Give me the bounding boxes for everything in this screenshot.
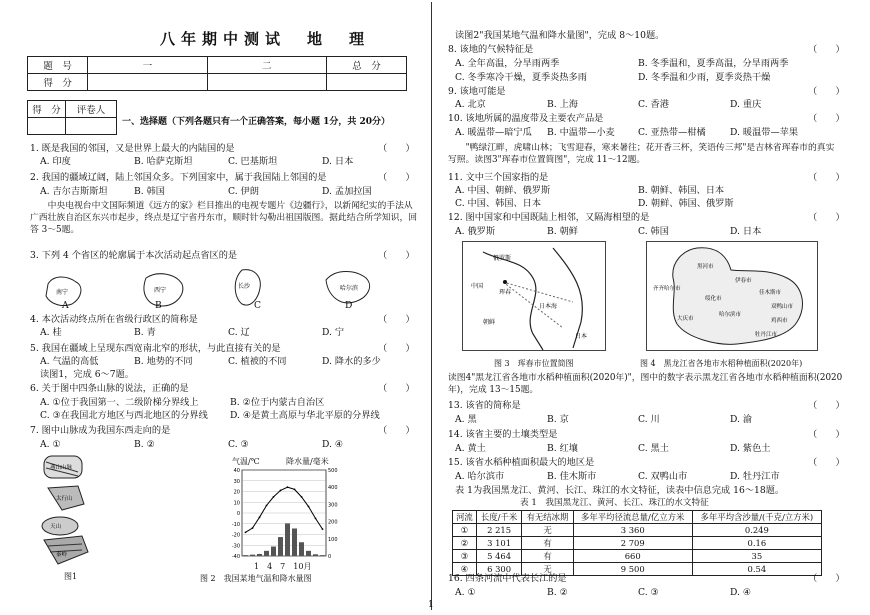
q12-option-c[interactable]: C. 韩国 [638,226,669,237]
chart-y1-tick: -10 [231,521,240,528]
table-cell: 无 [522,563,573,576]
table-cell: ③ [453,550,477,563]
chart-precip-bar [299,542,304,556]
q6-option-d[interactable]: D. ④是黄土高原与华北平原的分界线 [230,410,380,421]
q16-option-c[interactable]: C. ③ [638,587,659,598]
column-divider [431,2,432,610]
q13-option-c[interactable]: C. 川 [638,414,660,425]
score-table-zongfen: 总 分 [326,57,406,74]
passage-13-15: 读图4"黑龙江省各地市水稻种植面积(2020年)"，图中的数字表示黑龙江省各地市水稻种植面积(2020年)，完成 13～15题。 [448,373,843,395]
q3-map-label-b: 西宁 [154,287,167,294]
map3-label-japan: 日本 [575,333,588,340]
q1-stem: 1. 既是我国的邻国，又是世界上最大的内陆国的是 [30,143,235,154]
grader-table [27,100,117,135]
q1-option-b[interactable]: B. 哈萨克斯坦 [134,156,193,167]
mountain-label-2: 太行山 [56,496,73,502]
table-cell: 0.249 [692,524,821,537]
q15-option-a[interactable]: A. 哈尔滨市 [455,471,505,482]
q8-option-d[interactable]: D. 冬季温和少雨，夏季炎热干燥 [638,72,771,83]
q13-answer-paren[interactable]: （ ） [808,400,845,411]
page-number: 1 [428,600,434,610]
q14-option-a[interactable]: A. 黄土 [455,443,486,454]
intro-6-7: 读图1，完成 6～7题。 [40,369,134,380]
table-cell: 2 709 [573,537,692,550]
q16-option-b[interactable]: B. ② [547,587,568,598]
chart-y2-tick: 100 [328,536,338,543]
q7-stem: 7. 图中山脉成为我国东西走向的是 [30,425,171,436]
q7-option-d[interactable]: D. ④ [322,439,344,450]
q5-stem: 5. 我国在疆域上呈现东西宽南北窄的形状，与此直接有关的是 [30,343,281,354]
mountain-label-4: 秦岭 [56,552,68,558]
figure-1-mountains [38,452,118,576]
q1-option-a[interactable]: A. 印度 [40,156,71,167]
q15-answer-paren[interactable]: （ ） [808,457,845,468]
q2-option-b[interactable]: B. 韩国 [134,186,165,197]
chart-precip-bar [285,523,290,556]
q10-option-c[interactable]: C. 亚热带—柑橘 [638,127,706,138]
chart-temp-line [246,487,323,532]
passage-11-12: "鸭绿江畔，虎啸山林；飞雪迎春，寒来暑往；花开香三杯，笑语传三邦"是吉林省珲春市的真实写照。读图3"珲春市位置简图"，完成 11～12题。 [448,143,835,165]
figure-2-caption: 图 2 我国某地气温和降水量图 [200,574,312,583]
q3-map-label-c: 长沙 [238,283,251,290]
coastline [483,252,543,350]
chart-y2-tick: 300 [328,502,338,509]
figure-1-label: 图1 [64,572,78,581]
table-header-cell: 多年平均径流总量/亿立方米 [573,511,692,524]
chart-precip-bar [257,554,262,556]
q3-answer-paren[interactable]: （ ） [378,250,415,261]
chart-precip-bar [320,555,325,556]
q4-answer-paren[interactable]: （ ） [378,314,415,325]
map3-label-hunchun: 珲春 [499,289,512,296]
map4-label-suihua: 绥化市 [705,296,722,302]
q11-option-a[interactable]: A. 中国、朝鲜、俄罗斯 [455,185,551,196]
chart-y2-tick: 500 [328,468,338,474]
map4-label-harbin: 哈尔滨市 [719,312,742,318]
q11-option-c[interactable]: C. 中国、韩国、日本 [455,198,542,209]
grader-pingjuanren: 评卷人 [66,101,117,118]
q9-option-d[interactable]: D. 重庆 [730,99,762,110]
province-outline [673,248,803,345]
mountain-label-1: 燕山山脉 [50,465,73,471]
q12-option-a[interactable]: A. 俄罗斯 [455,226,496,237]
q10-option-d[interactable]: D. 暖温带—苹果 [730,127,799,138]
q3-map-label-a: 南宁 [56,289,69,296]
chart-precip-bar [313,554,318,556]
table-cell: 0.54 [692,563,821,576]
q12-answer-paren[interactable]: （ ） [808,212,845,223]
map4-label-mudanjiang: 牡丹江市 [755,332,778,338]
chart-y2-tick: 400 [328,485,338,492]
map3-label-russia: 俄罗斯 [493,255,512,262]
hydrology-table [452,510,822,576]
q15-option-c[interactable]: C. 双鸭山市 [638,471,688,482]
chart-precip-bar [306,551,311,556]
map4-label-daqing: 大庆市 [677,316,694,322]
table-cell: 9 500 [573,563,692,576]
table-cell: 有 [522,537,573,550]
q5-option-b[interactable]: B. 地势的不同 [134,356,193,367]
q7-option-c[interactable]: C. ③ [228,439,249,450]
q6-option-b[interactable]: B. ②位于内蒙古自治区 [230,397,325,408]
q5-option-c[interactable]: C. 植被的不同 [228,356,287,367]
table-cell: 3 360 [573,524,692,537]
table-cell: 3 101 [476,537,521,550]
q11-option-b[interactable]: B. 朝鲜、韩国、日本 [638,185,725,196]
figure-3-hunchun-map [462,241,606,351]
chart-y2-tick: 0 [328,554,332,560]
chart-x-ticks: 1 4 7 10月 [254,562,312,571]
table-cell: ① [453,524,477,537]
exam-title: 八年期中测试 地 理 [160,30,371,48]
grader-name-cell[interactable] [66,118,117,135]
intro-8-10: 读图2"我国某地气温和降水量图"，完成 8～10题。 [455,30,665,41]
q11-option-d[interactable]: D. 朝鲜、韩国、俄罗斯 [638,198,734,209]
q2-option-c[interactable]: C. 伊朗 [228,186,259,197]
chart-precip-bar [278,537,283,556]
q15-stem: 15. 该省水稻种植面积最大的地区是 [448,457,595,468]
q15-option-d[interactable]: D. 牡丹江市 [730,471,780,482]
chart-y1-tick: 0 [236,511,240,517]
map3-label-china: 中国 [471,283,484,290]
table-title: 表 1 我国黑龙江、黄河、长江、珠江的水文特征 [520,498,709,508]
q3-stem: 3. 下列 4 个省区的轮廓属于本次活动起点省区的是 [30,250,238,261]
figure-4-heilongjiang-map [646,241,818,351]
mountain-shape-1 [44,456,82,478]
q11-stem: 11. 文中三个国家指的是 [448,172,549,183]
q10-stem: 10. 该地所属的温度带及主要农产品是 [448,113,604,124]
q14-answer-paren[interactable]: （ ） [808,429,845,440]
chart-precip-bar [243,555,248,556]
q7-answer-paren[interactable]: （ ） [378,425,415,436]
chart-y1-tick: 10 [233,500,240,507]
q5-option-d[interactable]: D. 降水的多少 [322,356,381,367]
chart-precip-bar [250,555,255,556]
q8-stem: 8. 该地的气候特征是 [448,44,534,55]
q4-option-a[interactable]: A. 桂 [40,327,62,338]
q1-option-c[interactable]: C. 巴基斯坦 [228,156,278,167]
q16-option-d[interactable]: D. ④ [730,587,752,598]
map4-label-jixi: 鸡西市 [771,318,788,324]
q13-option-d[interactable]: D. 渝 [730,414,753,425]
q9-option-a[interactable]: A. 北京 [455,99,486,110]
q5-option-a[interactable]: A. 气温的高低 [40,356,99,367]
table-header-row [453,511,822,524]
table-cell: 35 [692,550,821,563]
table-row [453,550,822,563]
q9-option-c[interactable]: C. 香港 [638,99,669,110]
q6-option-c[interactable]: C. ③在我国北方地区与西北地区的分界线 [40,410,208,421]
score-cell-yi[interactable] [88,74,207,91]
q13-stem: 13. 该省的简称是 [448,400,521,411]
q3-option-d[interactable]: D [345,300,353,311]
q6-option-a[interactable]: A. ①位于我国第一、二级阶梯分界线上 [40,397,199,408]
table-cell: ④ [453,563,477,576]
table-header-cell: 长度/千米 [476,511,521,524]
q4-stem: 4. 本次活动终点所在省级行政区的简称是 [30,314,198,325]
chart-y1-axis-title: 气温/℃ [232,457,260,466]
table-header-cell: 多年平均含沙量/(千克/立方米) [692,511,821,524]
q7-option-a[interactable]: A. ① [40,439,61,450]
chart-y1-tick: -30 [231,543,240,550]
chart-precip-bar [271,547,276,556]
table-cell: 660 [573,550,692,563]
q16-stem: 16. 四条河流中代表长江的是 [448,573,567,584]
q2-answer-paren[interactable]: （ ） [378,172,415,183]
map4-label-yichun: 伊春市 [735,278,752,284]
score-table-col-er: 二 [207,57,326,74]
q8-answer-paren[interactable]: （ ） [808,44,845,55]
table-header-cell: 有无结冰期 [522,511,573,524]
q7-option-b[interactable]: B. ② [134,439,155,450]
hunchun-marker [503,280,507,284]
table-intro: 表 1为我国黑龙江、黄河、长江、珠江的水文特征，读表中信息完成 16～18题。 [455,485,785,496]
q10-option-a[interactable]: A. 暖温带—暗宁瓜 [455,127,532,138]
chart-precip-bar [292,528,297,556]
q4-option-d[interactable]: D. 宁 [322,327,345,338]
q14-option-b[interactable]: B. 红壤 [547,443,578,454]
chart-y1-tick: 20 [233,489,240,496]
q9-option-b[interactable]: B. 上海 [547,99,578,110]
table-cell: 2 215 [476,524,521,537]
table-row [453,524,822,537]
table-cell: 0.16 [692,537,821,550]
q16-answer-paren[interactable]: （ ） [808,573,845,584]
climate-chart [224,466,344,562]
table-row [453,537,822,550]
table-cell: 有 [522,550,573,563]
map4-label-shuangyashan: 双鸭山市 [771,304,794,310]
mountain-shape-3 [42,517,78,535]
q9-stem: 9. 该地可能是 [448,86,506,97]
q3-option-c[interactable]: C [254,300,262,311]
grader-score-cell[interactable] [28,118,66,135]
score-cell-total[interactable] [326,74,406,91]
q8-option-a[interactable]: A. 全年高温，分旱雨两季 [455,58,560,69]
map3-label-sea: 日本海 [539,303,558,310]
mountain-label-3: 天山 [50,524,62,530]
q3-option-b[interactable]: B [155,300,162,311]
q13-option-a[interactable]: A. 黑 [455,414,477,425]
chart-precip-bar [264,551,269,556]
q3-option-a[interactable]: A [62,300,69,311]
chart-y2-axis-title: 降水量/毫米 [286,457,329,466]
map4-label-jiamusi: 佳木斯市 [759,290,782,296]
q1-answer-paren[interactable]: （ ） [378,143,415,154]
q5-answer-paren[interactable]: （ ） [378,343,415,354]
q12-option-d[interactable]: D. 日本 [730,226,762,237]
chart-y1-tick: -40 [231,554,240,560]
q12-stem: 12. 图中国家和中国既陆上相邻，又隔海相望的是 [448,212,650,223]
q12-option-b[interactable]: B. 朝鲜 [547,226,578,237]
q6-answer-paren[interactable]: （ ） [378,383,415,394]
score-table-tihao: 题 号 [28,57,88,74]
q14-option-c[interactable]: C. 黑土 [638,443,669,454]
q14-stem: 14. 该省主要的土壤类型是 [448,429,558,440]
q10-answer-paren[interactable]: （ ） [808,113,845,124]
passage-3-5: 中央电视台中文国际频道《远方的家》栏目推出的电视专题片《边疆行》，以新闻纪实的手法从广西壮族自治区东兴市起步，终点是辽宁省丹东市，顺时针勾勒出祖国版图。据此结合所学知识，回答 3～5题。 [30,201,418,235]
chart-y1-tick: -20 [231,532,240,539]
table-header-cell: 河流 [453,511,477,524]
q8-option-c[interactable]: C. 冬季寒冷干燥，夏季炎热多雨 [455,72,587,83]
q11-answer-paren[interactable]: （ ） [808,172,845,183]
q2-stem: 2. 我国的疆域辽阔，陆上邻国众多。下列国家中，属于我国陆上邻国的是 [30,172,327,183]
section1-heading: 一、选择题（下列各题只有一个正确答案，每小题 1分，共 20分） [122,117,391,127]
q10-option-b[interactable]: B. 中温带—小麦 [547,127,615,138]
figure-4-caption: 图 4 黑龙江省各地市水稻种植面积(2020年) [640,359,803,368]
q4-option-b[interactable]: B. 青 [134,327,156,338]
q16-option-a[interactable]: A. ① [455,587,476,598]
q1-option-d[interactable]: D. 日本 [322,156,354,167]
table-cell: 6 300 [476,563,521,576]
q3-map-label-d: 哈尔滨 [340,285,359,292]
q15-option-b[interactable]: B. 佳木斯市 [547,471,597,482]
score-table-defen: 得 分 [28,74,88,91]
map3-label-korea: 朝鲜 [483,319,496,326]
score-cell-er[interactable] [207,74,326,91]
q6-stem: 6. 关于图中四条山脉的说法，正确的是 [30,383,189,394]
table-cell: 5 464 [476,550,521,563]
mountain-shape-4 [44,536,88,564]
q2-option-a[interactable]: A. 吉尔吉斯斯坦 [40,186,108,197]
chart-y1-tick: 40 [233,468,240,474]
score-table [27,56,407,91]
map4-label-heihe: 黑河市 [697,264,714,270]
figure-3-caption: 图 3 珲春市位置简图 [494,359,574,368]
mountain-shape-2 [48,486,84,510]
chart-y1-tick: 30 [233,478,240,485]
q13-option-b[interactable]: B. 京 [547,414,569,425]
q9-answer-paren[interactable]: （ ） [808,86,845,97]
grader-defen: 得 分 [28,101,66,118]
table-cell: ② [453,537,477,550]
q2-option-d[interactable]: D. 孟加拉国 [322,186,372,197]
q8-option-b[interactable]: B. 冬季温和，夏季高温，分旱雨两季 [638,58,789,69]
table-cell: 无 [522,524,573,537]
score-table-col-yi: 一 [88,57,207,74]
chart-y2-tick: 200 [328,519,338,526]
q14-option-d[interactable]: D. 紫色土 [730,443,771,454]
q4-option-c[interactable]: C. 辽 [228,327,250,338]
map4-label-qiqihar: 齐齐哈尔市 [653,286,681,292]
